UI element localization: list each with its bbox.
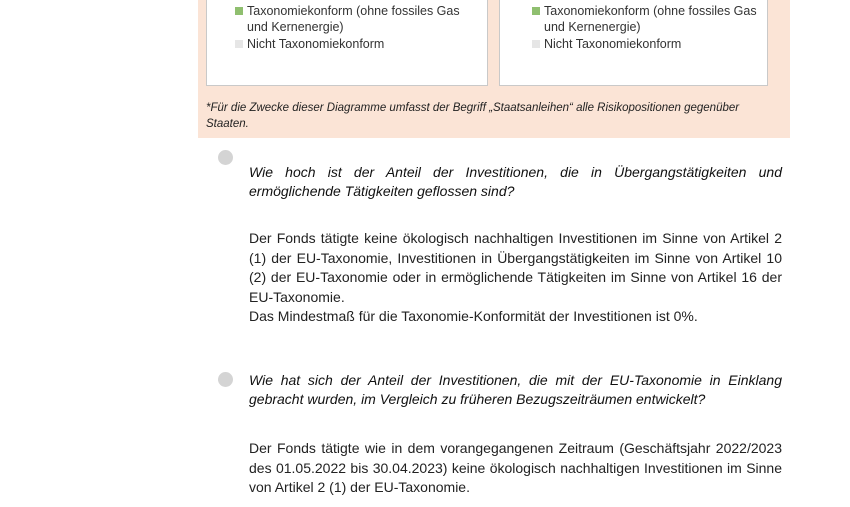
bullet-icon: [218, 150, 233, 165]
legend-swatch-not-aligned: [235, 40, 243, 48]
legend-swatch-aligned: [235, 7, 243, 15]
legend-label-not-aligned: Nicht Taxonomiekonform: [247, 37, 385, 51]
answer-paragraph: Der Fonds tätigte wie in dem vorangegangenen Zeitraum (Geschäftsjahr 2022/2023 des 01.05.2022 bis 30.04.2023) keine ökologisch nachhaltigen Investitionen im Sinne von Artikel 2 (1) der EU-Taxonomie.: [249, 440, 782, 495]
legend-label-not-aligned: Nicht Taxonomiekonform: [544, 37, 682, 51]
legend-card-right: [499, 0, 768, 86]
legend-label-aligned: Taxonomiekonform (ohne fossiles Gas und Kernenergie): [544, 4, 757, 34]
legend-swatch-not-aligned: [532, 40, 540, 48]
answer-taxonomy-development: [249, 439, 782, 498]
question-taxonomy-development: Wie hat sich der Anteil der Investitionen, die mit der EU-Taxonomie in Einklang gebracht wurden, im Vergleich zu früheren Bezugszeiträumen entwickelt?: [249, 372, 782, 407]
answer-transitional-activities: [249, 229, 782, 327]
chart-footnote: *Für die Zwecke dieser Diagramme umfasst der Begriff „Staatsanleihen“ alle Risikopositionen gegenüber Staaten.: [206, 102, 740, 130]
answer-paragraph: Das Mindestmaß für die Taxonomie-Konformität der Investitionen ist 0%.: [249, 308, 698, 324]
legend-label-aligned: Taxonomiekonform (ohne fossiles Gas und Kernenergie): [247, 4, 460, 34]
legend-swatch-aligned: [532, 7, 540, 15]
taxonomy-chart-panel: [198, 0, 790, 138]
answer-paragraph: Der Fonds tätigte keine ökologisch nachhaltigen Investitionen im Sinne von Artikel 2 (1) der EU-Taxonomie, Investitionen in Übergangstätigkeiten im Sinne von Artikel 10 (2) der EU-Taxonomie oder in ermöglichende Tätigkeiten im Sinne von Artikel 16 der EU-Taxonomie.: [249, 230, 782, 305]
legend-card-left: [206, 0, 488, 86]
bullet-icon: [218, 372, 233, 387]
question-transitional-activities: Wie hoch ist der Anteil der Investitionen, die in Übergangstätigkeiten und ermöglichende Tätigkeiten geflossen sind?: [249, 164, 782, 199]
